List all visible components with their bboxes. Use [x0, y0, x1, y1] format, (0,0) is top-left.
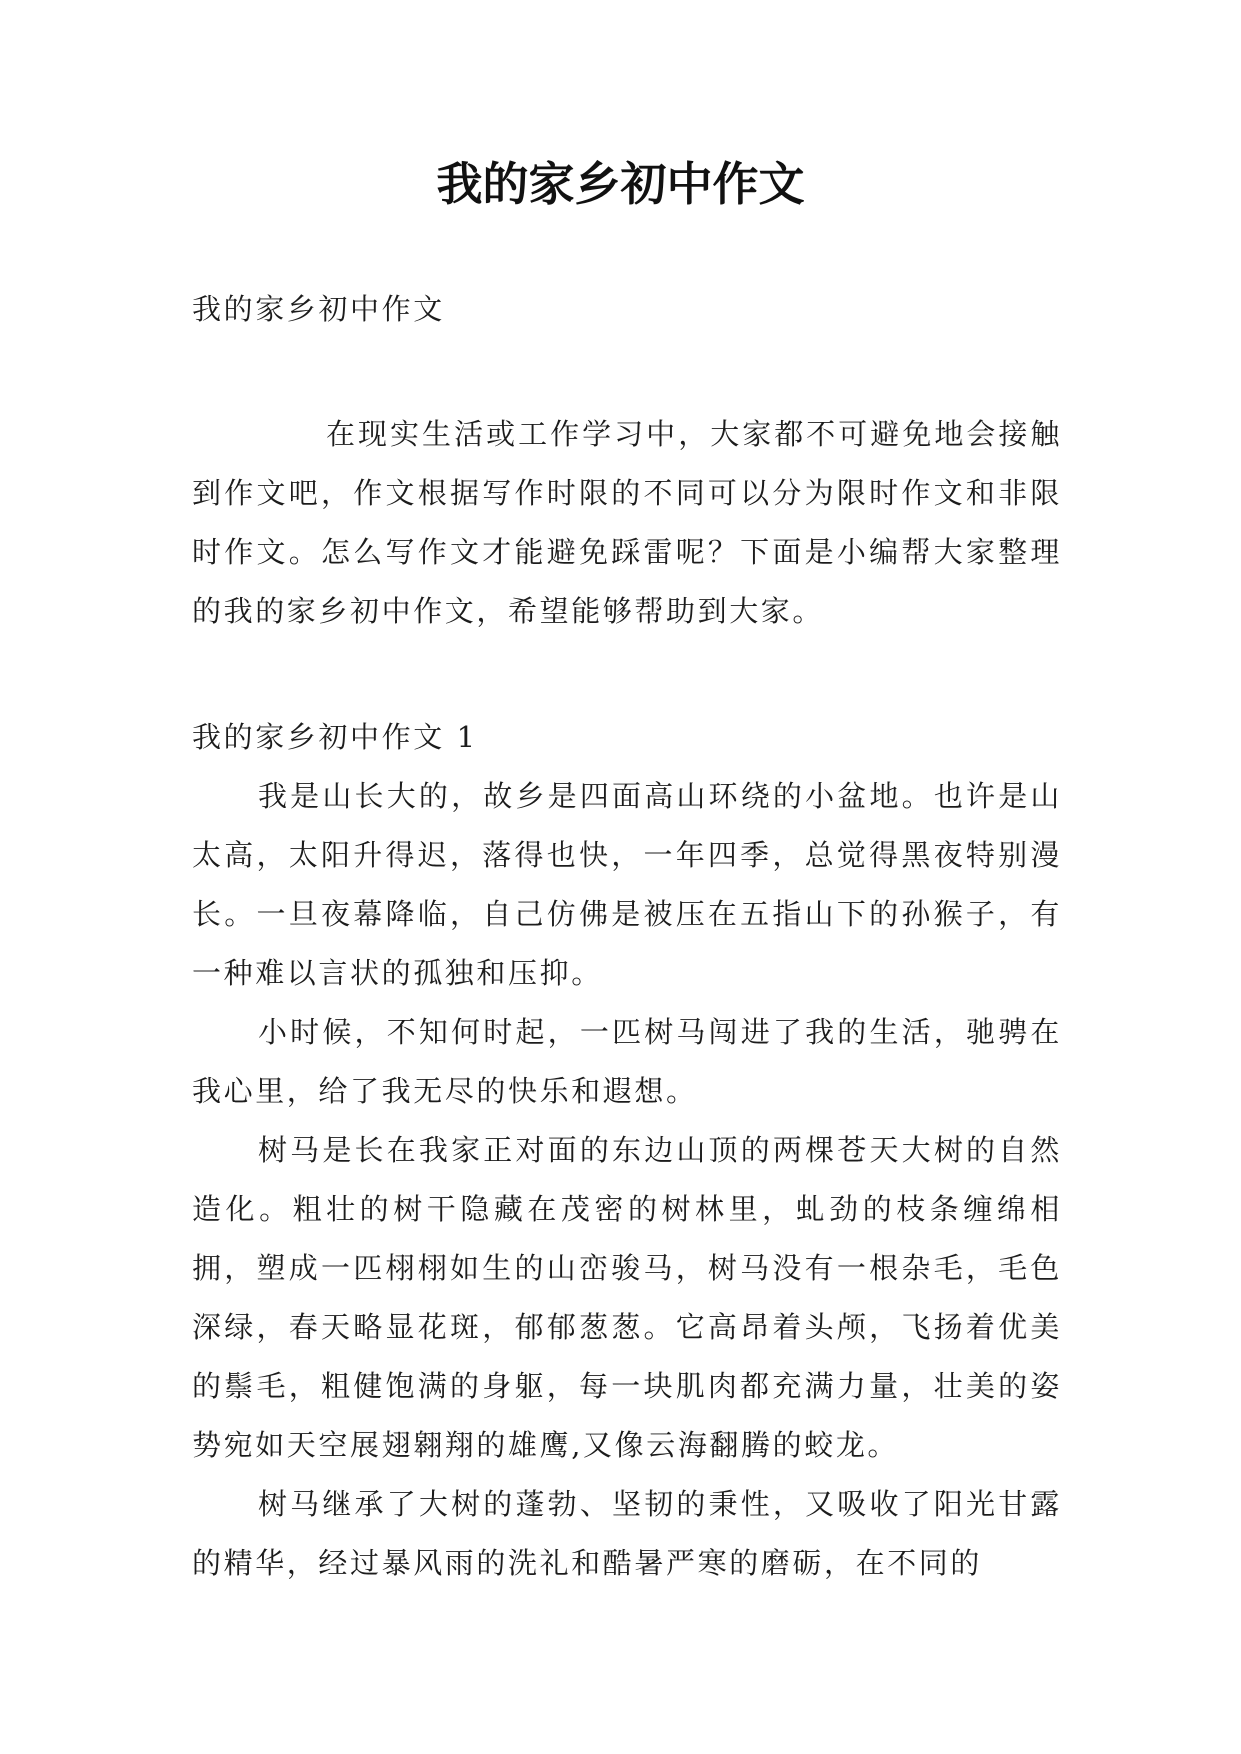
body-paragraph-1: 我是山长大的，故乡是四面高山环绕的小盆地。也许是山太高，太阳升得迟，落得也快，一年四季，总觉得黑夜特别漫长。一旦夜幕降临，自己仿佛是被压在五指山下的孙猴子，有一种难以言状的孤独和压抑。 [192, 779, 1062, 990]
document-subtitle: 我的家乡初中作文 [192, 292, 445, 326]
section-heading: 我的家乡初中作文 1 [192, 720, 478, 754]
body-paragraph-4: 树马继承了大树的蓬勃、坚韧的秉性，又吸收了阳光甘露的精华，经过暴风雨的洗礼和酷暑严寒的磨砺，在不同的 [192, 1487, 1062, 1580]
document-title: 我的家乡初中作文 [436, 157, 805, 211]
intro-paragraph: 在现实生活或工作学习中，大家都不可避免地会接触到作文吧，作文根据写作时限的不同可以分为限时作文和非限时作文。怎么写作文才能避免踩雷呢？下面是小编帮大家整理的我的家乡初中作文，希望能够帮助到大家。 [192, 417, 1062, 628]
document-body [192, 280, 1062, 1593]
paragraph-gap [192, 641, 1062, 708]
body-paragraph-3: 树马是长在我家正对面的东边山顶的两棵苍天大树的自然造化。粗壮的树干隐藏在茂密的树林里，虬劲的枝条缠绵相拥，塑成一匹栩栩如生的山峦骏马，树马没有一根杂毛，毛色深绿，春天略显花斑，郁郁葱葱。它高昂着头颅，飞扬着优美的鬃毛，粗健饱满的身躯，每一块肌肉都充满力量，壮美的姿势宛如天空展翅翱翔的雄鹰,又像云海翻腾的蛟龙。 [192, 1133, 1062, 1462]
body-paragraph-2: 小时候，不知何时起，一匹树马闯进了我的生活，驰骋在我心里，给了我无尽的快乐和遐想。 [192, 1015, 1062, 1108]
